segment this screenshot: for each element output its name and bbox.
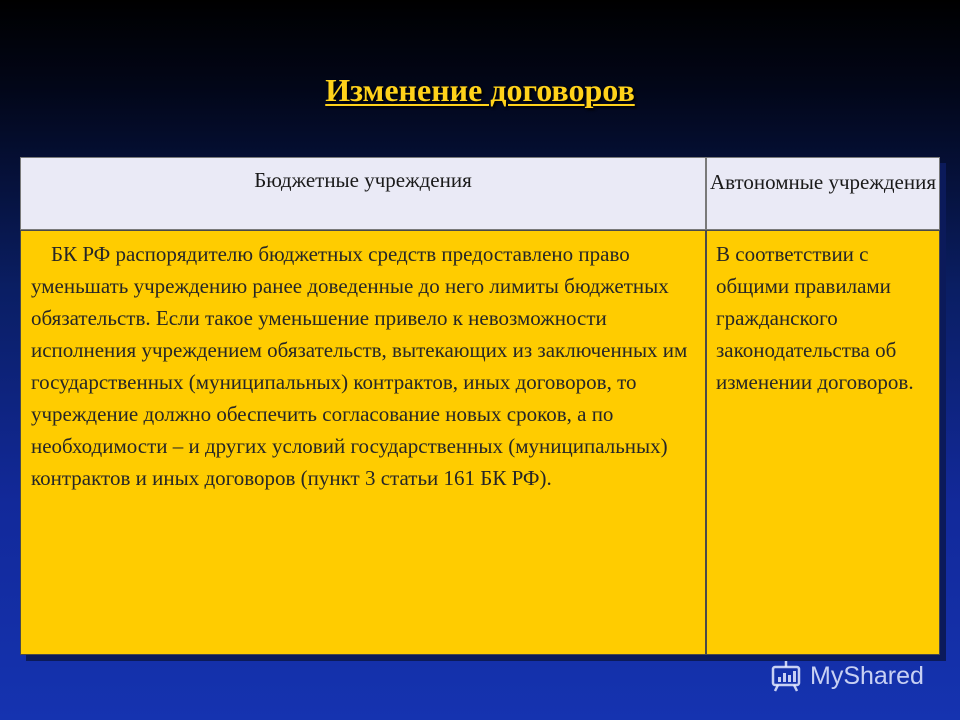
slide-title-text: Изменение договоров [325,72,635,108]
comparison-table [20,157,940,655]
myshared-logo-icon [768,658,804,694]
myshared-watermark [768,656,924,696]
cell-budget-institutions [20,230,706,655]
watermark-text: MyShared [810,661,924,690]
header-autonomous-institutions: Автономные учреждения [706,157,940,230]
cell-budget-institutions-text: БК РФ распорядителю бюджетных средств предоставлено право уменьшать учреждению ранее доведенные до него лимиты бюджетных обязательств. Если такое уменьшение привело к невозможности исполнения учреждением обязательств, вытекающих из заключенных им государственных (муниципальных) контрактов, иных договоров, то учреждение должно обеспечить согласование новых сроков, а по необходимости – и других условий государственных (муниципальных) контрактов и иных договоров (пункт 3 статьи 161 БК РФ). [31,242,688,490]
cell-autonomous-institutions: В соответствии с общими правилами гражданского законодательства об изменении договоров. [706,230,940,655]
slide-title [0,72,960,109]
header-budget-institutions: Бюджетные учреждения [20,157,706,230]
